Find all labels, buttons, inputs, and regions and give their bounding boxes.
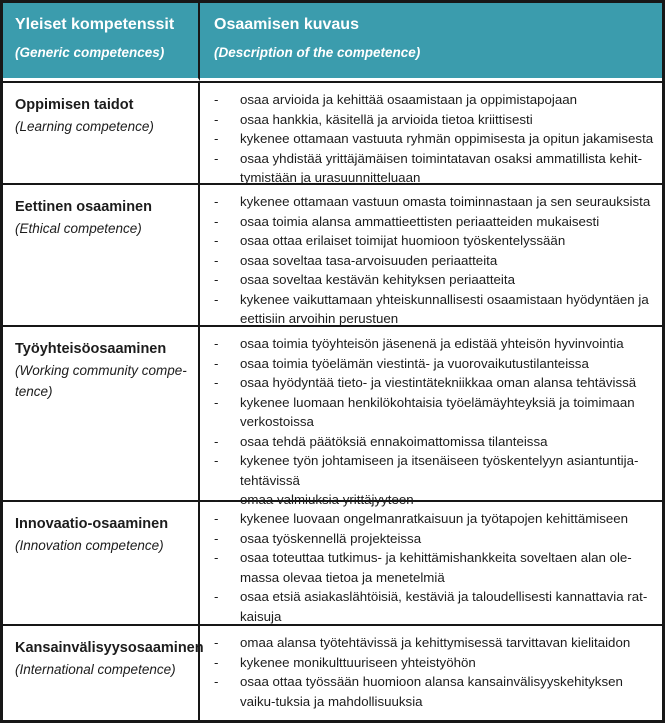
competence-name-cell: [3, 327, 200, 500]
bullet-list: [200, 509, 654, 626]
competence-name-cell: [3, 502, 200, 624]
bullet-item: - osaa soveltaa tasa-arvoisuuden periaatteita: [200, 251, 654, 271]
bullet-item: - omaa valmiuksia yrittäjyyteen: [200, 490, 654, 510]
competence-name: Innovaatio-osaaminen: [15, 516, 169, 532]
bullet-item: - kykenee vaikuttamaan yhteiskunnallisesti osaamistaan hyödyntäen ja eettisiin arvoihin perustuen: [200, 290, 654, 329]
competence-name: Kansainvälisyysosaaminen: [15, 640, 204, 656]
bullet-item: - osaa arvioida ja kehittää osaamistaan ja oppimistapojaan: [200, 90, 654, 110]
bullet-item: - osaa toimia työyhteisön jäsenenä ja edistää yhteisön hyvinvointia: [200, 334, 654, 354]
competence-description-cell: [200, 83, 662, 183]
competence-translation: (Working community compe-tence): [15, 363, 187, 399]
table-row-learning-competence: [3, 83, 662, 185]
competence-name: Eettinen osaaminen: [15, 199, 152, 215]
bullet-list: [200, 90, 654, 188]
bullet-item: - kykenee luovaan ongelmanratkaisuun ja työtapojen kehittämiseen: [200, 509, 654, 529]
competence-translation: (Ethical competence): [15, 221, 142, 236]
competence-name-cell: [3, 626, 204, 720]
bullet-list: [200, 192, 654, 329]
bullet-item: - osaa työskennellä projekteissa: [200, 529, 654, 549]
table-row-working-community-competence: [3, 327, 662, 507]
bullet-item: - kykenee työn johtamiseen ja itsenäiseen työskentelyyn asiantuntija-tehtävissä: [200, 451, 654, 490]
competence-translation: (Learning competence): [15, 119, 154, 134]
competence-name-cell: [3, 185, 200, 325]
bullet-item: - osaa soveltaa kestävän kehityksen periaatteita: [200, 270, 654, 290]
bullet-item: - osaa toimia alansa ammattieettisten periaatteiden mukaisesti: [200, 212, 654, 232]
header-col1-title: Yleiset kompetenssit: [15, 16, 175, 33]
header-competence-description-cell: [200, 3, 662, 81]
competence-description-cell: [200, 185, 662, 325]
competence-description-cell: [200, 327, 662, 507]
competence-translation: (International competence): [15, 662, 176, 677]
bullet-item: - kykenee ottamaan vastuuta ryhmän oppimisesta ja opitun jakamisesta: [200, 129, 654, 149]
bullet-list: [200, 633, 654, 711]
bullet-item: - osaa toimia työelämän viestintä- ja vuorovaikutustilanteissa: [200, 354, 654, 374]
header-col1-subtitle: (Generic competences): [15, 45, 165, 60]
competence-translation: (Innovation competence): [15, 538, 164, 553]
bullet-item: - osaa toteuttaa tutkimus- ja kehittämishankkeita soveltaen alan ole-massa olevaa tietoa ja menetelmiä: [200, 548, 654, 587]
bullet-item: - kykenee monikulttuuriseen yhteistyöhön: [200, 653, 654, 673]
bullet-item: - osaa hankkia, käsitellä ja arvioida tietoa kriittisesti: [200, 110, 654, 130]
header-col2-title: Osaamisen kuvaus: [214, 16, 359, 33]
bullet-item: - osaa ottaa erilaiset toimijat huomioon työskentelyssään: [200, 231, 654, 251]
competence-name: Työyhteisöosaaminen: [15, 341, 167, 357]
bullet-item: - osaa ottaa työssään huomioon alansa kansainvälisyyskehityksen vaiku-tuksia ja mahdollisuuksia: [200, 672, 654, 711]
bullet-item: - kykenee luomaan henkilökohtaisia työelämäyhteyksiä ja toimimaan verkostoissa: [200, 393, 654, 432]
table-row-innovation-competence: [3, 502, 662, 626]
header-generic-competences-cell: [3, 3, 200, 81]
competence-description-cell: [200, 626, 662, 720]
bullet-item: - osaa tehdä päätöksiä ennakoimattomissa tilanteissa: [200, 432, 654, 452]
competence-name-cell: [3, 83, 200, 183]
table-row-ethical-competence: [3, 185, 662, 327]
bullet-item: - osaa hyödyntää tieto- ja viestintätekniikkaa oman alansa tehtävissä: [200, 373, 654, 393]
competence-description-cell: [200, 502, 662, 624]
bullet-item: - omaa alansa työtehtävissä ja kehittymisessä tarvittavan kielitaidon: [200, 633, 654, 653]
bullet-item: - osaa etsiä asiakaslähtöisiä, kestäviä ja taloudellisesti kannattavia rat-kaisuja: [200, 587, 654, 626]
bullet-list: [200, 334, 654, 510]
bullet-item: - osaa yhdistää yrittäjämäisen toimintatavan osaksi ammatillista kehit-tymistään ja urasuunnitteluaan: [200, 149, 654, 188]
table-header-row: [3, 3, 662, 83]
bullet-item: - kykenee ottamaan vastuun omasta toiminnastaan ja sen seurauksista: [200, 192, 654, 212]
header-col2-subtitle: (Description of the competence): [214, 45, 421, 60]
table-row-international-competence: [3, 626, 662, 720]
competence-name: Oppimisen taidot: [15, 97, 134, 113]
